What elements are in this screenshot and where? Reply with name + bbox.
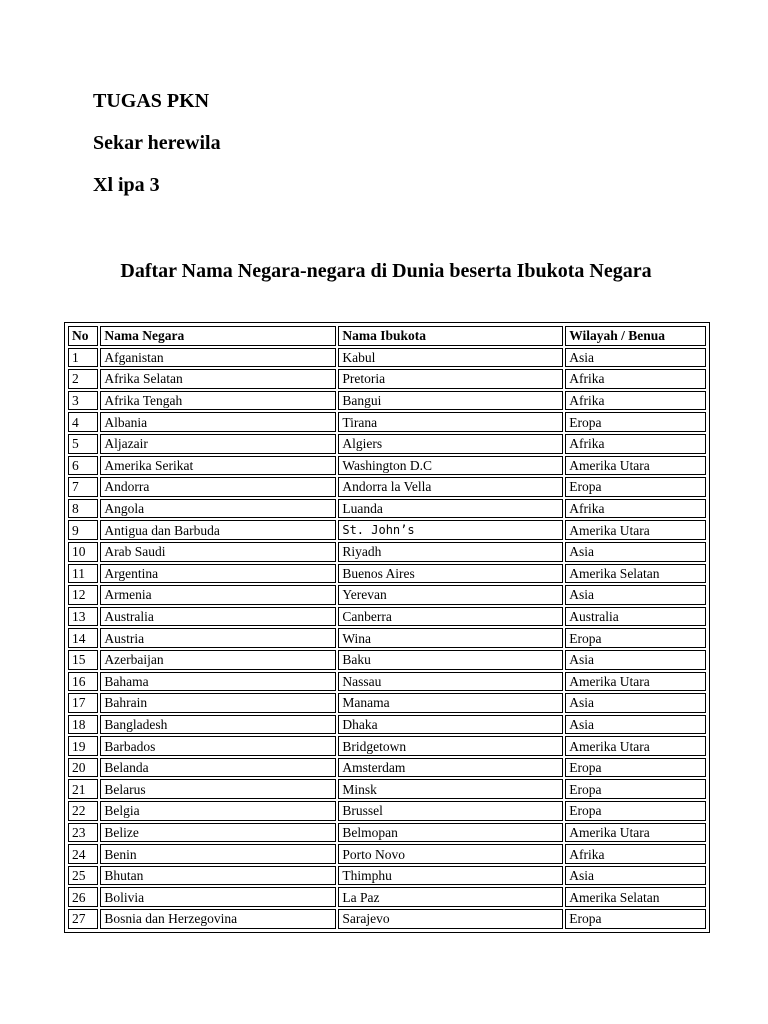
- cell-country-name: Australia: [100, 607, 336, 627]
- cell-no: 6: [68, 456, 98, 476]
- cell-capital-name: Tirana: [338, 412, 563, 432]
- table-row: [68, 499, 706, 519]
- table-header-row: [68, 326, 706, 346]
- cell-region: Amerika Utara: [565, 456, 706, 476]
- cell-no: 3: [68, 391, 98, 411]
- cell-country-name: Afrika Selatan: [100, 369, 336, 389]
- cell-region: Amerika Selatan: [565, 887, 706, 907]
- cell-country-name: Albania: [100, 412, 336, 432]
- cell-no: 1: [68, 348, 98, 368]
- table-row: [68, 628, 706, 648]
- cell-region: Amerika Utara: [565, 520, 706, 540]
- cell-no: 9: [68, 520, 98, 540]
- table-row: [68, 693, 706, 713]
- cell-region: Afrika: [565, 844, 706, 864]
- cell-capital-name: Sarajevo: [338, 909, 563, 929]
- table-row: [68, 672, 706, 692]
- cell-region: Eropa: [565, 758, 706, 778]
- document-title: Daftar Nama Negara-negara di Dunia beserta Ibukota Negara: [120, 260, 652, 282]
- table-row: [68, 650, 706, 670]
- cell-country-name: Belize: [100, 823, 336, 843]
- cell-no: 15: [68, 650, 98, 670]
- cell-capital-name: La Paz: [338, 887, 563, 907]
- table-row: [68, 585, 706, 605]
- cell-capital-name: Belmopan: [338, 823, 563, 843]
- cell-capital-name: Buenos Aires: [338, 564, 563, 584]
- cell-region: Amerika Utara: [565, 736, 706, 756]
- cell-no: 22: [68, 801, 98, 821]
- cell-country-name: Bosnia dan Herzegovina: [100, 909, 336, 929]
- table-row: [68, 564, 706, 584]
- cell-capital-name: Dhaka: [338, 715, 563, 735]
- cell-country-name: Azerbaijan: [100, 650, 336, 670]
- document-header: [93, 84, 221, 210]
- cell-capital-name: Wina: [338, 628, 563, 648]
- cell-country-name: Bhutan: [100, 866, 336, 886]
- cell-region: Asia: [565, 650, 706, 670]
- cell-country-name: Bahrain: [100, 693, 336, 713]
- cell-no: 25: [68, 866, 98, 886]
- cell-no: 4: [68, 412, 98, 432]
- cell-capital-name: Algiers: [338, 434, 563, 454]
- cell-country-name: Belanda: [100, 758, 336, 778]
- cell-region: Amerika Utara: [565, 672, 706, 692]
- cell-region: Afrika: [565, 434, 706, 454]
- cell-capital-name: Thimphu: [338, 866, 563, 886]
- cell-capital-name: Nassau: [338, 672, 563, 692]
- table-row: [68, 715, 706, 735]
- cell-no: 10: [68, 542, 98, 562]
- cell-country-name: Afganistan: [100, 348, 336, 368]
- header-no: No: [68, 326, 98, 346]
- cell-country-name: Afrika Tengah: [100, 391, 336, 411]
- table-row: [68, 758, 706, 778]
- cell-country-name: Andorra: [100, 477, 336, 497]
- cell-no: 18: [68, 715, 98, 735]
- cell-no: 11: [68, 564, 98, 584]
- cell-region: Asia: [565, 542, 706, 562]
- cell-country-name: Belarus: [100, 779, 336, 799]
- cell-region: Amerika Utara: [565, 823, 706, 843]
- cell-region: Afrika: [565, 369, 706, 389]
- cell-capital-name: Pretoria: [338, 369, 563, 389]
- cell-country-name: Bolivia: [100, 887, 336, 907]
- cell-capital-name: Luanda: [338, 499, 563, 519]
- cell-region: Amerika Selatan: [565, 564, 706, 584]
- cell-capital-name: Manama: [338, 693, 563, 713]
- cell-capital-name: Yerevan: [338, 585, 563, 605]
- table-row: [68, 348, 706, 368]
- header-region: Wilayah / Benua: [565, 326, 706, 346]
- table-row: [68, 477, 706, 497]
- table-row: [68, 801, 706, 821]
- cell-region: Eropa: [565, 628, 706, 648]
- table-row: [68, 887, 706, 907]
- table-row: [68, 779, 706, 799]
- table-row: [68, 844, 706, 864]
- cell-capital-name: Bangui: [338, 391, 563, 411]
- table-row: [68, 391, 706, 411]
- cell-no: 2: [68, 369, 98, 389]
- class-label: Xl ipa 3: [93, 174, 160, 196]
- cell-capital-name: Amsterdam: [338, 758, 563, 778]
- cell-country-name: Bahama: [100, 672, 336, 692]
- cell-no: 20: [68, 758, 98, 778]
- cell-capital-name: Andorra la Vella: [338, 477, 563, 497]
- cell-no: 8: [68, 499, 98, 519]
- cell-country-name: Arab Saudi: [100, 542, 336, 562]
- header-country-name: Nama Negara: [100, 326, 336, 346]
- table-row: [68, 369, 706, 389]
- cell-no: 7: [68, 477, 98, 497]
- table-row: [68, 434, 706, 454]
- table-row: [68, 607, 706, 627]
- cell-no: 27: [68, 909, 98, 929]
- cell-region: Eropa: [565, 477, 706, 497]
- cell-no: 13: [68, 607, 98, 627]
- table-row: [68, 736, 706, 756]
- cell-country-name: Barbados: [100, 736, 336, 756]
- cell-country-name: Aljazair: [100, 434, 336, 454]
- country-table-frame: [64, 322, 710, 933]
- cell-capital-name: Porto Novo: [338, 844, 563, 864]
- table-row: [68, 456, 706, 476]
- table-row: [68, 909, 706, 929]
- cell-no: 24: [68, 844, 98, 864]
- cell-country-name: Benin: [100, 844, 336, 864]
- cell-no: 19: [68, 736, 98, 756]
- cell-country-name: Austria: [100, 628, 336, 648]
- cell-no: 16: [68, 672, 98, 692]
- cell-no: 17: [68, 693, 98, 713]
- cell-capital-name: St. John’s: [338, 520, 563, 540]
- assignment-title: TUGAS PKN: [93, 90, 210, 112]
- cell-region: Asia: [565, 715, 706, 735]
- table-row: [68, 866, 706, 886]
- table-row: [68, 412, 706, 432]
- table-row: [68, 823, 706, 843]
- cell-no: 26: [68, 887, 98, 907]
- cell-region: Asia: [565, 866, 706, 886]
- cell-country-name: Argentina: [100, 564, 336, 584]
- cell-capital-name: Minsk: [338, 779, 563, 799]
- cell-capital-name: Bridgetown: [338, 736, 563, 756]
- cell-capital-name: Washington D.C: [338, 456, 563, 476]
- cell-country-name: Amerika Serikat: [100, 456, 336, 476]
- cell-country-name: Belgia: [100, 801, 336, 821]
- cell-country-name: Bangladesh: [100, 715, 336, 735]
- cell-region: Eropa: [565, 909, 706, 929]
- student-name: Sekar herewila: [93, 132, 221, 154]
- cell-capital-name: Baku: [338, 650, 563, 670]
- cell-region: Eropa: [565, 801, 706, 821]
- cell-capital-name: Kabul: [338, 348, 563, 368]
- cell-region: Australia: [565, 607, 706, 627]
- table-row: [68, 520, 706, 540]
- cell-no: 23: [68, 823, 98, 843]
- cell-region: Afrika: [565, 499, 706, 519]
- cell-country-name: Antigua dan Barbuda: [100, 520, 336, 540]
- table-body: [68, 348, 706, 929]
- cell-region: Eropa: [565, 779, 706, 799]
- cell-region: Afrika: [565, 391, 706, 411]
- cell-no: 14: [68, 628, 98, 648]
- country-table: [66, 324, 708, 931]
- cell-no: 21: [68, 779, 98, 799]
- table-row: [68, 542, 706, 562]
- cell-no: 5: [68, 434, 98, 454]
- cell-country-name: Armenia: [100, 585, 336, 605]
- cell-capital-name: Riyadh: [338, 542, 563, 562]
- cell-no: 12: [68, 585, 98, 605]
- cell-capital-name: Brussel: [338, 801, 563, 821]
- header-capital-name: Nama Ibukota: [338, 326, 563, 346]
- cell-region: Asia: [565, 585, 706, 605]
- cell-country-name: Angola: [100, 499, 336, 519]
- cell-region: Asia: [565, 693, 706, 713]
- cell-region: Eropa: [565, 412, 706, 432]
- cell-region: Asia: [565, 348, 706, 368]
- cell-capital-name: Canberra: [338, 607, 563, 627]
